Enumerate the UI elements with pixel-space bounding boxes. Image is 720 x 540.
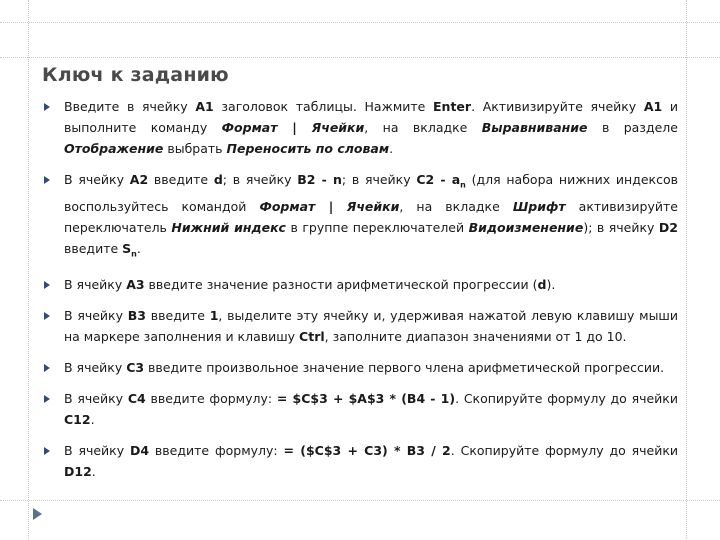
corner-arrow-icon <box>33 508 42 520</box>
triangle-bullet-icon <box>44 281 50 289</box>
triangle-bullet-icon <box>44 103 50 111</box>
bullet-list <box>42 96 678 482</box>
list-item: В ячейку A3 введите значение разности арифметической прогрессии (d). <box>42 274 678 295</box>
triangle-bullet-icon <box>44 364 50 372</box>
list-item: В ячейку C3 введите произвольное значение первого члена арифметической прогрессии. <box>42 357 678 378</box>
list-item: Введите в ячейку A1 заголовок таблицы. Нажмите Enter. Активизируйте ячейку A1 и выполните команду Формат | Ячейки, на вкладке Выравнивание в разделе Отображение выбрать Переносить по словам. <box>42 96 678 159</box>
guide-line-right <box>686 0 687 540</box>
list-item: В ячейку C4 введите формулу: = $C$3 + $A$3 * (B4 - 1). Скопируйте формулу до ячейки C12. <box>42 388 678 430</box>
slide-title: Ключ к заданию <box>42 64 229 86</box>
triangle-bullet-icon <box>44 395 50 403</box>
triangle-bullet-icon <box>44 312 50 320</box>
guide-line-title <box>0 57 720 58</box>
triangle-bullet-icon <box>44 176 50 184</box>
triangle-bullet-icon <box>44 447 50 455</box>
slide-content <box>42 96 678 492</box>
guide-line-left <box>28 0 29 540</box>
list-item: В ячейку D4 введите формулу: = ($C$3 + C3) * B3 / 2. Скопируйте формулу до ячейки D12. <box>42 440 678 482</box>
list-item: В ячейку A2 введите d; в ячейку B2 - n; в ячейку $C2 - a_n$ (для набора нижних индексов воспользуйтесь командой Формат | Ячейки, на вкладке Шрифт активизируйте переключатель Нижний индекс в группе переключателей Видоизменение); в ячейку D2 введите $S_n$. <box>42 169 678 264</box>
guide-line-bottom <box>0 500 720 501</box>
list-item: В ячейку B3 введите 1, выделите эту ячейку и, удерживая нажатой левую клавишу мыши на маркере заполнения и клавишу Ctrl, заполните диапазон значениями от 1 до 10. <box>42 305 678 347</box>
guide-line-top <box>0 22 720 23</box>
